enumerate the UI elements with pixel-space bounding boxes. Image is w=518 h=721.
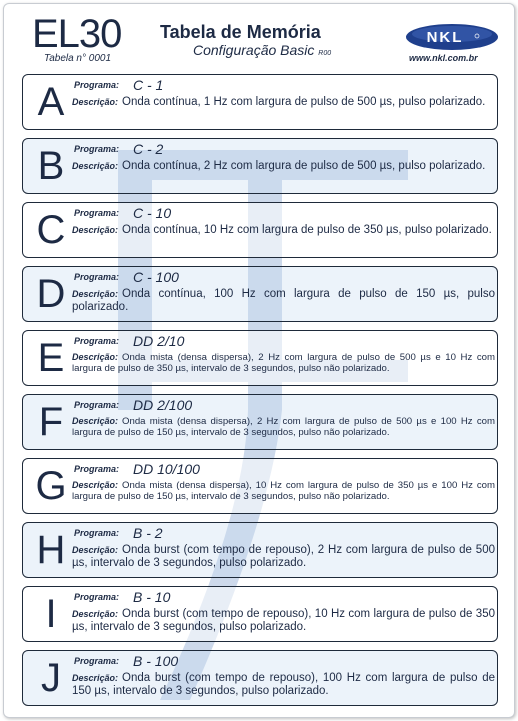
program-label: Programa: <box>74 464 120 474</box>
program-description <box>72 416 495 438</box>
nkl-logo <box>405 23 499 51</box>
program-code: C - 10 <box>133 205 172 221</box>
program-card-b <box>22 138 498 194</box>
program-letter: J <box>41 656 61 700</box>
description-text: Onda burst (com tempo de repouso), 2 Hz com largura de pulso de 500 µs, intervalo de 3 segundos, pulso polarizado. <box>72 544 495 569</box>
program-code: B - 10 <box>133 589 171 605</box>
program-card-h <box>22 522 498 578</box>
program-code: C - 1 <box>133 77 164 93</box>
description-text: Onda mista (densa dispersa), 2 Hz com largura de pulso de 500 µs e 10 Hz com largura de pulso de 350 µs, intervalo de 3 segundos, pulso não polarizado. <box>72 352 495 374</box>
page-subtitle <box>193 42 331 58</box>
description-label: Descrição: <box>72 609 119 619</box>
program-label: Programa: <box>74 336 120 346</box>
description-text: Onda contínua, 1 Hz com largura de pulso de 500 µs, pulso polarizado. <box>122 96 486 108</box>
description-label: Descrição: <box>72 289 119 299</box>
program-description <box>72 224 495 237</box>
program-card-a <box>22 74 498 130</box>
description-label: Descrição: <box>72 225 119 235</box>
program-code: DD 2/100 <box>133 397 193 413</box>
program-letter: E <box>37 336 65 380</box>
description-label: Descrição: <box>72 545 119 555</box>
program-card-g <box>22 458 498 514</box>
description-label: Descrição: <box>72 416 119 426</box>
subtitle-text: Configuração Basic <box>193 42 315 58</box>
description-label: Descrição: <box>72 97 119 107</box>
program-label: Programa: <box>74 592 120 602</box>
program-description <box>72 608 495 634</box>
program-label: Programa: <box>74 528 120 538</box>
program-description <box>72 160 495 173</box>
program-code: B - 100 <box>133 653 179 669</box>
description-text: Onda contínua, 2 Hz com largura de pulso de 500 µs, pulso polarizado. <box>122 160 486 172</box>
description-text: Onda mista (densa dispersa), 10 Hz com largura de pulso de 350 µs e 100 Hz com largura de pulso de 150 µs, intervalo de 3 segundos, pulso não polarizado. <box>72 480 495 502</box>
logo-text: NKL <box>426 29 464 46</box>
subtitle-suffix: R00 <box>318 50 332 57</box>
program-description <box>72 480 495 502</box>
program-label: Programa: <box>74 272 120 282</box>
program-label: Programa: <box>74 656 120 666</box>
program-letter: D <box>36 272 66 316</box>
program-code: C - 100 <box>133 269 179 285</box>
description-text: Onda burst (com tempo de repouso), 100 Hz com largura de pulso de 150 µs, intervalo de 3 segundos, pulso polarizado. <box>72 672 495 697</box>
program-description <box>72 96 495 109</box>
program-letter: A <box>37 80 65 124</box>
program-label: Programa: <box>74 208 120 218</box>
description-text: Onda contínua, 100 Hz com largura de pulso de 150 µs, pulso polarizado. <box>72 288 495 313</box>
program-card-c <box>22 202 498 258</box>
table-number: Tabela n° 0001 <box>44 53 112 64</box>
program-code: C - 2 <box>133 141 164 157</box>
program-card-e <box>22 330 498 386</box>
program-card-f <box>22 394 498 450</box>
description-label: Descrição: <box>72 673 119 683</box>
program-description <box>72 672 495 698</box>
program-letter: H <box>36 528 66 572</box>
program-letter: F <box>38 400 64 444</box>
description-label: Descrição: <box>72 161 119 171</box>
description-text: Onda contínua, 10 Hz com largura de pulso de 350 µs, pulso polarizado. <box>122 224 492 236</box>
description-label: Descrição: <box>72 480 119 490</box>
description-label: Descrição: <box>72 352 119 362</box>
program-letter: I <box>45 592 57 636</box>
program-description <box>72 544 495 570</box>
program-description <box>72 288 495 314</box>
website-url: www.nkl.com.br <box>409 53 478 63</box>
model-name: EL30 <box>32 12 122 56</box>
program-letter: G <box>35 464 67 508</box>
program-label: Programa: <box>74 144 120 154</box>
program-card-j <box>22 650 498 706</box>
program-card-i <box>22 586 498 642</box>
program-code: DD 2/10 <box>133 333 185 349</box>
page-title: Tabela de Memória <box>160 22 321 42</box>
program-letter: C <box>36 208 66 252</box>
description-text: Onda mista (densa dispersa), 2 Hz com largura de pulso de 500 µs e 100 Hz com largura de pulso de 150 µs, intervalo de 3 segundos, pulso não polarizado. <box>72 416 495 438</box>
program-code: B - 2 <box>133 525 163 541</box>
program-code: DD 10/100 <box>133 461 200 477</box>
program-label: Programa: <box>74 400 120 410</box>
program-label: Programa: <box>74 80 120 90</box>
description-text: Onda burst (com tempo de repouso), 10 Hz com largura de pulso de 350 µs, intervalo de 3 segundos, pulso polarizado. <box>72 608 495 633</box>
program-description <box>72 352 495 374</box>
program-letter: B <box>37 144 65 188</box>
header <box>0 0 518 70</box>
program-card-d <box>22 266 498 322</box>
